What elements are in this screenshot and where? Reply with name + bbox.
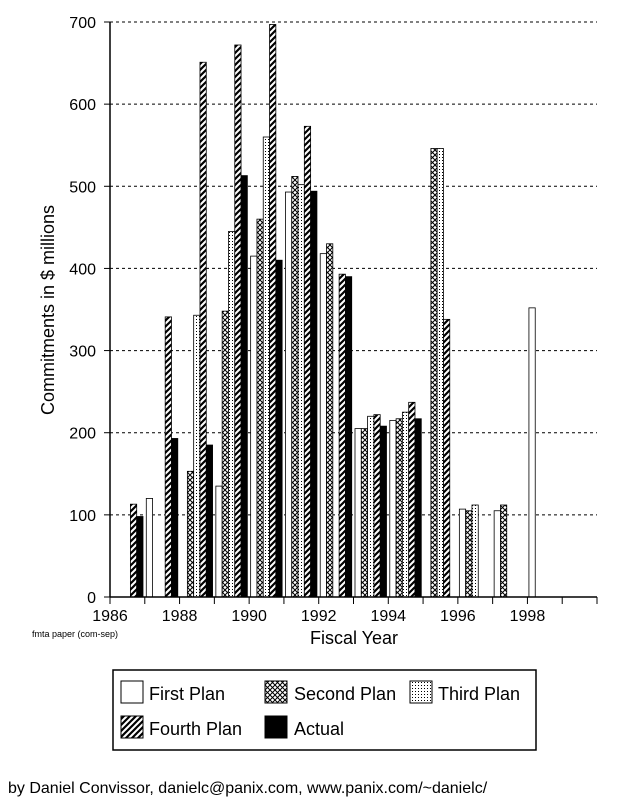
- bar-third-plan-1994: [402, 412, 408, 597]
- x-tick-label: 1996: [440, 608, 476, 625]
- y-tick-label: 600: [69, 97, 96, 115]
- legend-swatch-actual: [265, 716, 287, 738]
- credit-line: by Daniel Convissor, danielc@panix.com, www.panix.com/~danielc/: [8, 780, 488, 797]
- y-tick-label: 700: [69, 15, 96, 32]
- y-tick-label: 100: [69, 507, 96, 525]
- x-tick-label: 1994: [370, 608, 407, 625]
- bar-actual-1994: [415, 419, 421, 597]
- bar-actual-1993: [380, 426, 386, 597]
- x-tick-labels: [92, 608, 545, 625]
- bar-fourth-plan-1988: [200, 62, 206, 597]
- bar-second-plan-1988: [187, 471, 193, 597]
- bar-fourth-plan-1995: [443, 319, 449, 597]
- legend-label-third-plan: Third Plan: [438, 684, 521, 704]
- legend-swatch-third-plan: [410, 681, 432, 703]
- y-tick-label: 300: [69, 343, 96, 361]
- bar-first-plan-1987: [146, 498, 152, 597]
- bar-actual-1989: [241, 176, 247, 597]
- bar-fourth-plan-1994: [409, 402, 415, 597]
- x-tick-label: 1988: [161, 608, 198, 625]
- legend-label-actual: Actual: [294, 719, 345, 739]
- bar-second-plan-1996: [466, 511, 472, 597]
- bar-third-plan-1989: [228, 231, 234, 597]
- bar-second-plan-1990: [257, 219, 263, 597]
- legend-swatch-first-plan: [121, 681, 143, 703]
- legend-label-fourth-plan: Fourth Plan: [149, 719, 243, 739]
- bar-actual-1990: [276, 260, 282, 597]
- x-tick-label: 1992: [300, 608, 337, 625]
- bar-third-plan-1991: [298, 185, 304, 597]
- bar-fourth-plan-1989: [235, 45, 241, 597]
- x-tick-label: 1986: [92, 608, 128, 625]
- x-axis-title: Fiscal Year: [309, 628, 399, 648]
- bar-first-plan-1998: [529, 308, 535, 597]
- bar-actual-1992: [345, 277, 351, 597]
- bar-actual-1991: [311, 191, 317, 597]
- bar-first-plan-1989: [216, 486, 222, 597]
- x-tick-label: 1990: [231, 608, 267, 625]
- bar-third-plan-1996: [472, 505, 478, 597]
- annotation-note: fmta paper (com-sep): [32, 629, 119, 639]
- y-axis-title: Commitments in $ millions: [38, 204, 58, 416]
- y-tick-labels: [69, 15, 96, 607]
- bar-third-plan-1993: [368, 416, 374, 597]
- x-tick-label: 1998: [509, 608, 546, 625]
- bar-second-plan-1989: [222, 311, 228, 597]
- bar-fourth-plan-1986: [130, 504, 136, 597]
- bar-second-plan-1997: [500, 505, 506, 597]
- bar-second-plan-1994: [396, 419, 402, 597]
- bar-third-plan-1995: [437, 149, 443, 598]
- bar-first-plan-1993: [355, 429, 361, 597]
- bar-first-plan-1994: [390, 420, 396, 597]
- legend-label-second-plan: Second Plan: [294, 684, 397, 704]
- bar-second-plan-1993: [361, 429, 367, 597]
- legend-swatch-fourth-plan: [121, 716, 143, 738]
- bar-second-plan-1991: [292, 176, 298, 597]
- bar-fourth-plan-1992: [339, 274, 345, 597]
- bar-first-plan-1996: [459, 509, 465, 597]
- bar-actual-1988: [206, 445, 212, 597]
- bar-second-plan-1995: [431, 149, 437, 598]
- bar-fourth-plan-1987: [165, 317, 171, 597]
- bar-third-plan-1988: [194, 315, 200, 597]
- bar-third-plan-1990: [263, 137, 269, 597]
- bar-first-plan-1992: [320, 254, 326, 597]
- y-tick-label: 500: [69, 179, 96, 197]
- legend-swatch-second-plan: [265, 681, 287, 703]
- legend-label-first-plan: First Plan: [149, 684, 226, 704]
- bar-first-plan-1990: [251, 256, 257, 597]
- legend: [113, 670, 536, 750]
- bar-actual-1986: [137, 517, 143, 598]
- y-tick-label: 400: [69, 261, 96, 279]
- bar-fourth-plan-1991: [304, 126, 310, 597]
- bar-second-plan-1992: [327, 244, 333, 597]
- bar-first-plan-1997: [494, 511, 500, 597]
- bar-fourth-plan-1990: [270, 24, 276, 597]
- bars: [130, 24, 535, 597]
- bar-actual-1987: [171, 438, 177, 597]
- bar-fourth-plan-1993: [374, 415, 380, 597]
- bar-first-plan-1991: [285, 192, 291, 597]
- y-tick-label: 0: [87, 590, 96, 607]
- axes: [110, 22, 597, 604]
- y-tick-label: 200: [69, 425, 96, 443]
